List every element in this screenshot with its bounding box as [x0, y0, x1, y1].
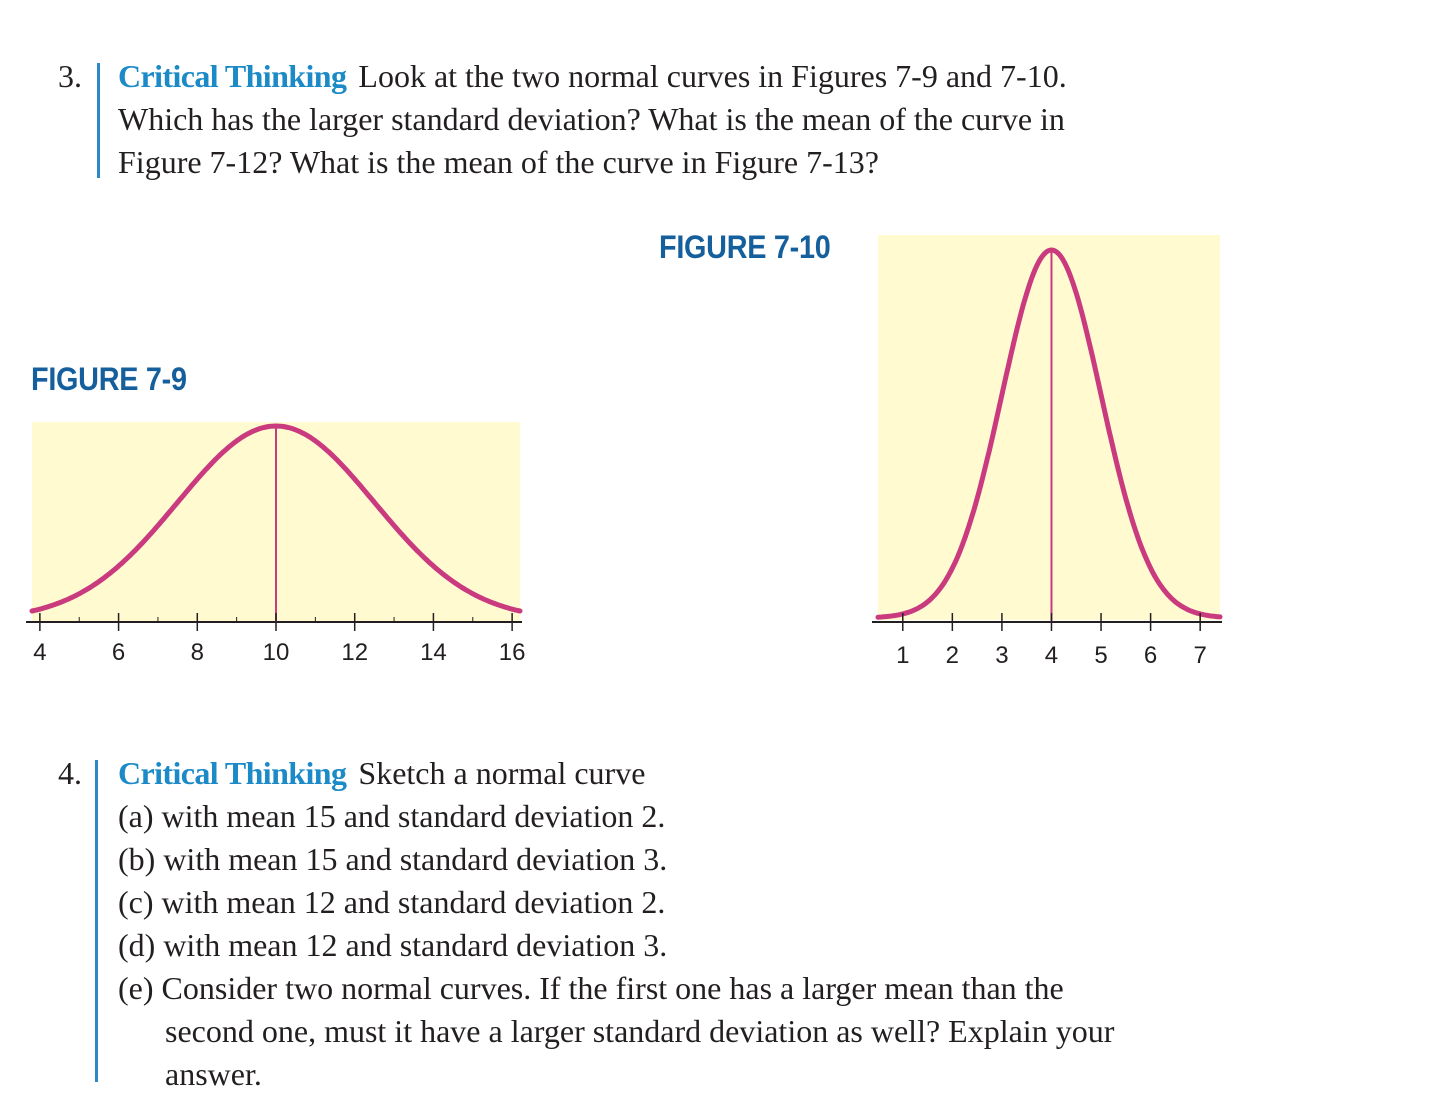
problem-bar	[95, 760, 98, 1082]
problem-number: 4.	[58, 755, 82, 791]
problem-intro: Sketch a normal curve	[358, 755, 646, 791]
x-tick-label: 6	[111, 639, 126, 666]
problem-item-d: (d) with mean 12 and standard deviation 3.	[118, 927, 668, 963]
problem-item-a: (a) with mean 15 and standard deviation 2.	[118, 798, 666, 834]
x-tick-label: 1	[896, 642, 910, 669]
x-tick-label: 12	[341, 639, 369, 666]
x-tick-label: 10	[262, 639, 290, 666]
problem-bar	[97, 63, 100, 178]
problem-title: Critical Thinking	[118, 58, 347, 94]
problem-line: Which has the larger standard deviation? What is the mean of the curve in	[118, 101, 1065, 137]
x-tick-label: 4	[33, 639, 47, 666]
problem-item-e-continued: answer.	[165, 1056, 262, 1092]
problem-text	[118, 752, 1114, 1096]
figure-7-10-chart	[860, 225, 1240, 680]
problem-line: Figure 7-12? What is the mean of the curve in Figure 7-13?	[118, 144, 879, 180]
x-tick-label: 6	[1143, 642, 1158, 669]
plot-background	[878, 235, 1220, 620]
x-tick-label: 16	[498, 639, 526, 666]
problem-text	[118, 55, 1067, 184]
figure-7-9-label: FIGURE 7-9	[31, 361, 187, 397]
x-tick-label: 7	[1193, 642, 1207, 669]
problem-item-e-continued: second one, must it have a larger standard deviation as well? Explain your	[165, 1013, 1115, 1049]
problem-number: 3.	[58, 58, 82, 94]
x-tick-label: 5	[1094, 642, 1108, 669]
problem-title: Critical Thinking	[118, 755, 347, 791]
problem-item-c: (c) with mean 12 and standard deviation 2.	[118, 884, 666, 920]
problem-line: Look at the two normal curves in Figures 7-9 and 7-10.	[358, 58, 1067, 94]
x-tick-label: 4	[1044, 642, 1059, 669]
figure-7-10-label: FIGURE 7-10	[659, 229, 831, 265]
x-tick-label: 8	[190, 639, 204, 666]
figure-7-9-chart	[0, 410, 560, 680]
x-tick-label: 14	[420, 639, 447, 666]
problem-item-e: (e) Consider two normal curves. If the first one has a larger mean than the	[118, 970, 1064, 1006]
x-tick-label: 3	[995, 642, 1009, 669]
x-tick-label: 2	[945, 642, 960, 669]
problem-item-b: (b) with mean 15 and standard deviation 3.	[118, 841, 668, 877]
